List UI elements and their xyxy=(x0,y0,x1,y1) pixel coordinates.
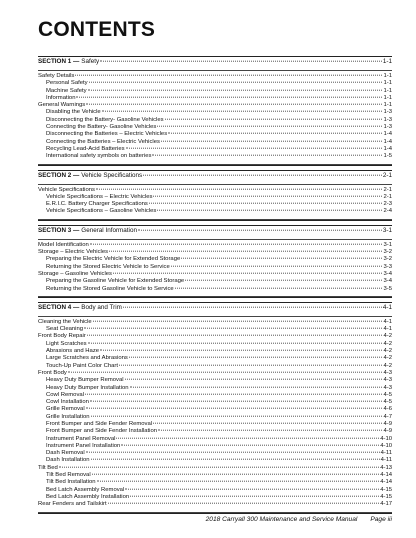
toc-entry[interactable] xyxy=(38,249,392,256)
toc-entry-page-number: 4-3 xyxy=(383,384,392,391)
toc-entry-page-number: 4-5 xyxy=(383,399,392,406)
toc-entry-label: Preparing the Electric Vehicle for Extended Storage xyxy=(46,256,181,263)
dot-leader xyxy=(175,287,383,288)
toc-entry[interactable] xyxy=(38,319,392,326)
toc-entry[interactable] xyxy=(38,256,392,263)
toc-entry[interactable] xyxy=(38,326,392,333)
toc-entry-page-number: 4-3 xyxy=(383,377,392,384)
toc-section xyxy=(38,170,392,221)
toc-entry-label: Cleaning the Vehicle xyxy=(38,318,92,325)
toc-entry-page-number: 1-1 xyxy=(383,80,392,87)
dot-leader xyxy=(181,258,382,259)
toc-entry-label: Tilt Bed Installation xyxy=(46,479,96,486)
page-footer xyxy=(38,516,392,524)
dot-leader xyxy=(91,415,383,416)
toc-entry-label: Preparing the Gasoline Vehicle for Extended Storage xyxy=(46,278,185,285)
toc-section xyxy=(38,225,392,298)
toc-entry-label: Grille Removal xyxy=(46,406,85,413)
toc-entry[interactable] xyxy=(38,428,392,435)
toc-entry-label: Bed Latch Assembly Removal xyxy=(46,486,125,493)
section-page-number: 2-1 xyxy=(382,171,392,179)
toc-section xyxy=(38,302,392,514)
section-title: General Information xyxy=(81,226,137,234)
toc-entry-page-number: 1-1 xyxy=(383,73,392,79)
dot-leader xyxy=(113,273,382,274)
toc-entry-page-number: 1-4 xyxy=(383,138,392,145)
toc-entry-label: Cowl Removal xyxy=(46,391,84,398)
dot-leader xyxy=(109,251,382,252)
toc-entry-page-number: 4-9 xyxy=(383,428,392,435)
dot-leader xyxy=(149,203,383,204)
toc-entry-label: E.R.I.C. Battery Charger Specifications xyxy=(46,201,148,208)
toc-entry[interactable] xyxy=(38,146,392,153)
toc-entry-label: Dash Installation xyxy=(46,457,90,464)
toc-entry-label: Disconnecting the Battery- Gasoline Vehicles xyxy=(46,116,164,123)
toc-entry-page-number: 3-3 xyxy=(383,263,392,270)
toc-entry-page-number: 4-6 xyxy=(383,406,392,413)
dot-leader xyxy=(102,111,383,112)
toc-section-heading[interactable] xyxy=(38,171,392,185)
toc-entry-label: Instrument Panel Installation xyxy=(46,442,121,449)
toc-entry-page-number: 4-2 xyxy=(383,340,392,347)
dot-leader xyxy=(108,503,380,504)
toc-entry-label: Returning the Stored Electric Vehicle to Service xyxy=(46,263,170,270)
toc-entry[interactable] xyxy=(38,286,392,293)
section-page-number: 4-1 xyxy=(382,303,392,311)
toc-entry-page-number: 2-1 xyxy=(383,193,392,200)
toc-entry-label: Instrument Panel Removal xyxy=(46,435,116,442)
toc-entry-page-number: 4-11 xyxy=(380,457,392,464)
toc-entry[interactable] xyxy=(38,153,392,160)
toc-entry[interactable] xyxy=(38,392,392,399)
toc-entry[interactable] xyxy=(38,109,392,116)
toc-entry-label: Tilt Bed Removal xyxy=(46,472,91,479)
toc-entry-page-number: 4-2 xyxy=(383,362,392,369)
toc-entry-page-number: 4-9 xyxy=(383,420,392,427)
toc-entry-page-number: 3-1 xyxy=(383,241,392,248)
toc-entry-page-number: 4-2 xyxy=(383,348,392,355)
toc-entry-label: Information xyxy=(46,94,76,101)
toc-entry-page-number: 4-7 xyxy=(383,413,392,420)
toc-entry-page-number: 3-4 xyxy=(383,270,392,277)
dot-leader xyxy=(88,342,383,343)
dot-leader xyxy=(100,61,382,62)
toc-entry[interactable] xyxy=(38,479,392,486)
toc-entry-page-number: 1-4 xyxy=(383,131,392,138)
dot-leader xyxy=(125,488,379,489)
toc-entry[interactable] xyxy=(38,271,392,278)
toc-entry-page-number: 2-1 xyxy=(383,186,392,193)
toc-entry[interactable] xyxy=(38,370,392,377)
toc-entry-label: Storage – Electric Vehicles xyxy=(38,249,109,256)
toc-entry-label: Light Scratches xyxy=(46,340,87,347)
toc-entry-page-number: 1-3 xyxy=(383,109,392,116)
toc-entry-label: Front Bumper and Side Fender Removal xyxy=(46,420,153,427)
toc-entry[interactable] xyxy=(38,377,392,384)
toc-entry-list xyxy=(38,71,392,165)
toc-entry-label: Front Body Repair xyxy=(38,333,86,340)
dot-leader xyxy=(157,210,382,211)
dot-leader xyxy=(125,379,383,380)
toc-entry-page-number: 1-1 xyxy=(383,94,392,101)
toc-entry[interactable] xyxy=(38,363,392,370)
page-title: CONTENTS xyxy=(38,18,156,41)
dot-leader xyxy=(158,430,382,431)
toc-entry[interactable] xyxy=(38,385,392,392)
toc-entry-label: Storage – Gasoline Vehicles xyxy=(38,270,113,277)
dot-leader xyxy=(138,229,382,230)
toc-entry-label: Machine Safety xyxy=(46,87,87,94)
toc-entry[interactable] xyxy=(38,139,392,146)
toc-entry-label: Bed Latch Assembly Installation xyxy=(46,493,130,500)
dot-leader xyxy=(171,265,383,266)
toc-section-heading[interactable] xyxy=(38,226,392,240)
dot-leader xyxy=(59,466,379,467)
toc-entry-label: International safety symbols on batteries xyxy=(46,153,152,160)
section-page-number: 1-1 xyxy=(382,58,392,65)
toc-entry-page-number: 4-2 xyxy=(383,333,392,340)
footer-page-number: Page iii xyxy=(370,516,392,523)
toc-entry[interactable] xyxy=(38,187,392,194)
dot-leader xyxy=(86,104,382,105)
toc-entry-label: Heavy Duty Bumper Installation xyxy=(46,384,129,391)
dot-leader xyxy=(90,401,383,402)
dot-leader xyxy=(129,357,383,358)
toc-entry-page-number: 1-4 xyxy=(383,145,392,152)
toc-entry[interactable] xyxy=(38,399,392,406)
dot-leader xyxy=(123,307,382,308)
dot-leader xyxy=(86,452,380,453)
toc-entry[interactable] xyxy=(38,201,392,208)
dot-leader xyxy=(93,321,383,322)
dot-leader xyxy=(143,174,382,175)
dot-leader xyxy=(168,133,382,134)
toc-entry[interactable] xyxy=(38,278,392,285)
toc-entry-label: Touch-Up Paint Color Chart xyxy=(46,362,119,369)
dot-leader xyxy=(88,89,383,90)
toc-entry-label: Tilt Bed xyxy=(38,464,58,471)
toc-entry[interactable] xyxy=(38,131,392,138)
dot-leader xyxy=(89,82,383,83)
toc-entry[interactable] xyxy=(38,264,392,271)
toc-entry-label: Front Body xyxy=(38,369,67,376)
toc-entry[interactable] xyxy=(38,472,392,479)
toc-entry-label: Dash Removal xyxy=(46,450,85,457)
toc-entry-page-number: 3-5 xyxy=(383,285,392,292)
toc-entry-label: Abrasions and Haze xyxy=(46,348,100,355)
toc-entry-label: Front Bumper and Side Fender Installation xyxy=(46,428,158,435)
toc-entry[interactable] xyxy=(38,355,392,362)
toc-entry-page-number: 4-11 xyxy=(380,450,392,457)
dot-leader xyxy=(92,474,380,475)
toc-entry[interactable] xyxy=(38,501,392,508)
toc-entry-page-number: 4-14 xyxy=(380,472,392,479)
toc-entry[interactable] xyxy=(38,333,392,340)
section-page-number: 3-1 xyxy=(382,226,392,234)
toc-entry-page-number: 1-1 xyxy=(383,102,392,109)
toc-entry-page-number: 3-2 xyxy=(383,249,392,256)
toc-entry-label: Vehicle Specifications xyxy=(38,186,95,193)
toc-entry-label: Vehicle Specifications – Electric Vehicles xyxy=(46,193,153,200)
toc-entry[interactable] xyxy=(38,494,392,501)
toc-section-heading[interactable] xyxy=(38,57,392,71)
toc-entry-page-number: 1-5 xyxy=(383,153,392,160)
section-title: Body and Trim xyxy=(81,303,122,311)
dot-leader xyxy=(75,75,382,76)
toc-entry-list xyxy=(38,185,392,220)
toc-entry-page-number: 4-2 xyxy=(383,355,392,362)
toc-entry[interactable] xyxy=(38,487,392,494)
dot-leader xyxy=(97,481,380,482)
toc-entry[interactable] xyxy=(38,117,392,124)
toc-entry-label: Personal Safety xyxy=(46,80,88,87)
dot-leader xyxy=(185,280,382,281)
dot-leader xyxy=(152,155,382,156)
toc-entry-label: Connecting the Batteries – Electric Vehicles xyxy=(46,138,160,145)
toc-entry-page-number: 4-15 xyxy=(380,493,392,500)
toc-entry-page-number: 1-1 xyxy=(383,87,392,94)
toc-entry[interactable] xyxy=(38,414,392,421)
dot-leader xyxy=(100,350,382,351)
dot-leader xyxy=(91,459,380,460)
toc-entry-label: Grille Installation xyxy=(46,413,90,420)
dot-leader xyxy=(153,196,382,197)
toc-entry[interactable] xyxy=(38,73,392,80)
toc-section-heading[interactable] xyxy=(38,303,392,317)
toc-entry-label: Cowl Installation xyxy=(46,399,89,406)
toc-entry[interactable] xyxy=(38,102,392,109)
toc-entry[interactable] xyxy=(38,242,392,249)
dot-leader xyxy=(153,423,382,424)
toc-entry-page-number: 4-10 xyxy=(380,435,392,442)
section-title: Safety xyxy=(81,58,100,65)
dot-leader xyxy=(85,393,383,394)
toc-entry[interactable] xyxy=(38,95,392,102)
section-number: SECTION 4 — xyxy=(38,303,80,311)
dot-leader xyxy=(96,188,383,189)
toc-entry-page-number: 4-1 xyxy=(383,318,392,325)
toc-entry-label: General Warnings xyxy=(38,102,86,109)
dot-leader xyxy=(165,118,383,119)
toc-entry-label: Heavy Duty Bumper Removal xyxy=(46,377,124,384)
toc-entry-page-number: 4-17 xyxy=(380,501,392,508)
dot-leader xyxy=(126,148,383,149)
toc-entry-page-number: 4-15 xyxy=(380,486,392,493)
toc-entry-label: Disabling the Vehicle xyxy=(46,109,101,116)
dot-leader xyxy=(86,408,383,409)
toc-entry-label: Model Identification xyxy=(38,241,89,248)
toc-entry-page-number: 1-3 xyxy=(383,124,392,131)
toc-entry[interactable] xyxy=(38,406,392,413)
toc-entry[interactable] xyxy=(38,450,392,457)
dot-leader xyxy=(121,445,379,446)
dot-leader xyxy=(68,372,383,373)
toc-entry[interactable] xyxy=(38,80,392,87)
dot-leader xyxy=(157,126,382,127)
table-of-contents xyxy=(38,56,392,518)
toc-entry[interactable] xyxy=(38,348,392,355)
toc-entry-page-number: 1-3 xyxy=(383,116,392,123)
toc-entry-page-number: 4-13 xyxy=(380,464,392,471)
dot-leader xyxy=(84,328,382,329)
section-number: SECTION 1 — xyxy=(38,58,80,65)
dot-leader xyxy=(87,335,383,336)
toc-entry[interactable] xyxy=(38,208,392,215)
toc-entry[interactable] xyxy=(38,443,392,450)
dot-leader xyxy=(76,97,382,98)
toc-entry[interactable] xyxy=(38,124,392,131)
toc-entry-page-number: 4-5 xyxy=(383,391,392,398)
toc-entry-label: Large Scratches and Abrasions xyxy=(46,355,128,362)
toc-entry-page-number: 2-4 xyxy=(383,208,392,215)
section-number: SECTION 2 — xyxy=(38,171,80,179)
toc-section xyxy=(38,56,392,166)
footer-manual-title: 2018 Carryall 300 Maintenance and Service Manual xyxy=(205,516,358,523)
toc-entry-page-number: 3-4 xyxy=(383,278,392,285)
toc-entry-list xyxy=(38,240,392,297)
toc-entry[interactable] xyxy=(38,436,392,443)
toc-entry-page-number: 4-3 xyxy=(383,369,392,376)
section-number: SECTION 3 — xyxy=(38,226,80,234)
toc-entry[interactable] xyxy=(38,465,392,472)
toc-entry[interactable] xyxy=(38,88,392,95)
toc-entry[interactable] xyxy=(38,341,392,348)
toc-entry-page-number: 3-2 xyxy=(383,256,392,263)
section-title: Vehicle Specifications xyxy=(81,171,143,179)
toc-entry[interactable] xyxy=(38,194,392,201)
toc-entry-page-number: 4-10 xyxy=(380,442,392,449)
toc-entry-label: Rear Fenders and Tailskirt xyxy=(38,501,107,508)
dot-leader xyxy=(119,364,382,365)
toc-entry-list xyxy=(38,317,392,513)
toc-entry-page-number: 2-3 xyxy=(383,201,392,208)
toc-entry[interactable] xyxy=(38,457,392,464)
toc-entry-page-number: 4-1 xyxy=(383,326,392,333)
dot-leader xyxy=(116,437,379,438)
dot-leader xyxy=(90,243,383,244)
dot-leader xyxy=(130,496,379,497)
dot-leader xyxy=(161,140,383,141)
dot-leader xyxy=(130,386,383,387)
toc-entry-label: Vehicle Specifications – Gasoline Vehicles xyxy=(46,208,157,215)
toc-entry-label: Returning the Stored Gasoline Vehicle to Service xyxy=(46,285,174,292)
toc-entry-page-number: 4-14 xyxy=(380,479,392,486)
toc-entry-label: Disconnecting the Batteries – Electric Vehicles xyxy=(46,131,168,138)
toc-entry[interactable] xyxy=(38,421,392,428)
toc-entry-label: Recycling Lead-Acid Batteries xyxy=(46,145,125,152)
toc-entry-label: Safety Details xyxy=(38,73,75,79)
toc-entry-label: Connecting the Battery- Gasoline Vehicles xyxy=(46,124,157,131)
toc-entry-label: Seat Cleaning xyxy=(46,326,84,333)
